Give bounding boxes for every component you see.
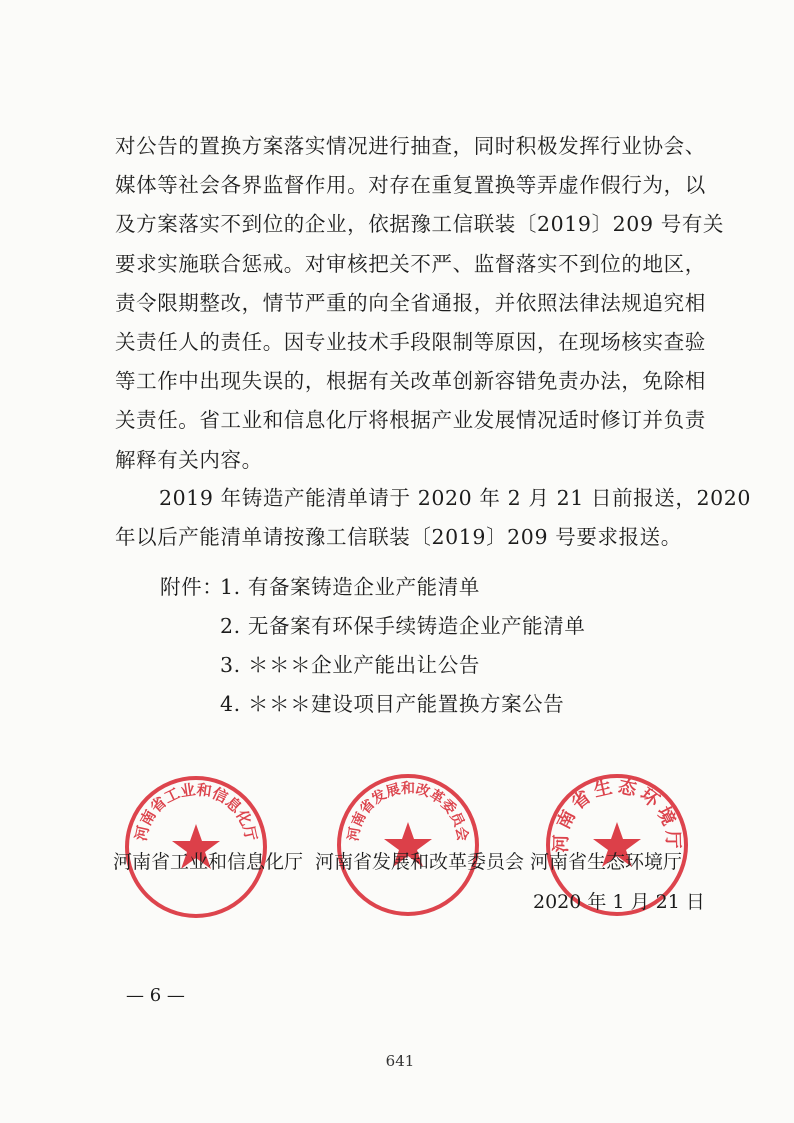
text-line: 年以后产能清单请按豫工信联装〔2019〕209 号要求报送。 <box>115 525 682 550</box>
text-line: 媒体等社会各界监督作用。对存在重复置换等弄虚作假行为，以 <box>115 173 706 198</box>
deadline-paragraph <box>115 479 752 557</box>
text-line: 关责任人的责任。因专业技术手段限制等原因，在现场核实查验 <box>115 329 706 354</box>
signatory: 河南省生态环境厅 <box>530 851 683 873</box>
seal-industry-info-dept <box>121 772 271 922</box>
archive-stamp-number: 641 <box>385 1052 415 1070</box>
text-line: 及方案落实不到位的企业，依据豫工信联装〔2019〕209 号有关 <box>115 212 725 237</box>
attachment-item: 2. 无备案有环保手续铸造企业产能清单 <box>220 614 586 638</box>
seal-development-reform-commission <box>333 770 483 920</box>
attachments-label: 附件： <box>160 575 224 599</box>
text-line: 要求实施联合惩戒。对审核把关不严、监督落实不到位的地区， <box>115 251 706 276</box>
text-line: 等工作中出现失误的，根据有关改革创新容错免责办法，免除相 <box>115 369 706 394</box>
text-line: 解释有关内容。 <box>115 447 263 472</box>
text-line: 对公告的置换方案落实情况进行抽查，同时积极发挥行业协会、 <box>115 134 706 158</box>
svg-text:河南省发展和改革委员会: 河南省发展和改革委员会 <box>345 780 471 843</box>
attachment-item: 4. ＊＊＊建设项目产能置换方案公告 <box>220 692 565 716</box>
body-paragraph <box>115 127 725 480</box>
svg-text:河南省生态环境厅: 河南省生态环境厅 <box>550 776 684 853</box>
signatory: 河南省发展和改革委员会 <box>315 851 525 873</box>
attachment-item: 3. ＊＊＊企业产能出让公告 <box>220 653 480 677</box>
signatory: 河南省工业和信息化厅 <box>113 851 304 873</box>
text-line: 关责任。省工业和信息化厅将根据产业发展情况适时修订并负责 <box>115 408 706 433</box>
svg-text:河南省工业和信息化厅: 河南省工业和信息化厅 <box>131 780 261 843</box>
text-line: 责令限期整改，情节严重的向全省通报，并依照法律法规追究相 <box>115 290 706 315</box>
issue-date: 2020 年 1 月 21 日 <box>533 891 705 913</box>
page-number: — 6 — <box>126 985 185 1006</box>
attachment-item: 1. 有备案铸造企业产能清单 <box>220 575 480 599</box>
text-line: 2019 年铸造产能清单请于 2020 年 2 月 21 日前报送，2020 <box>159 486 752 510</box>
